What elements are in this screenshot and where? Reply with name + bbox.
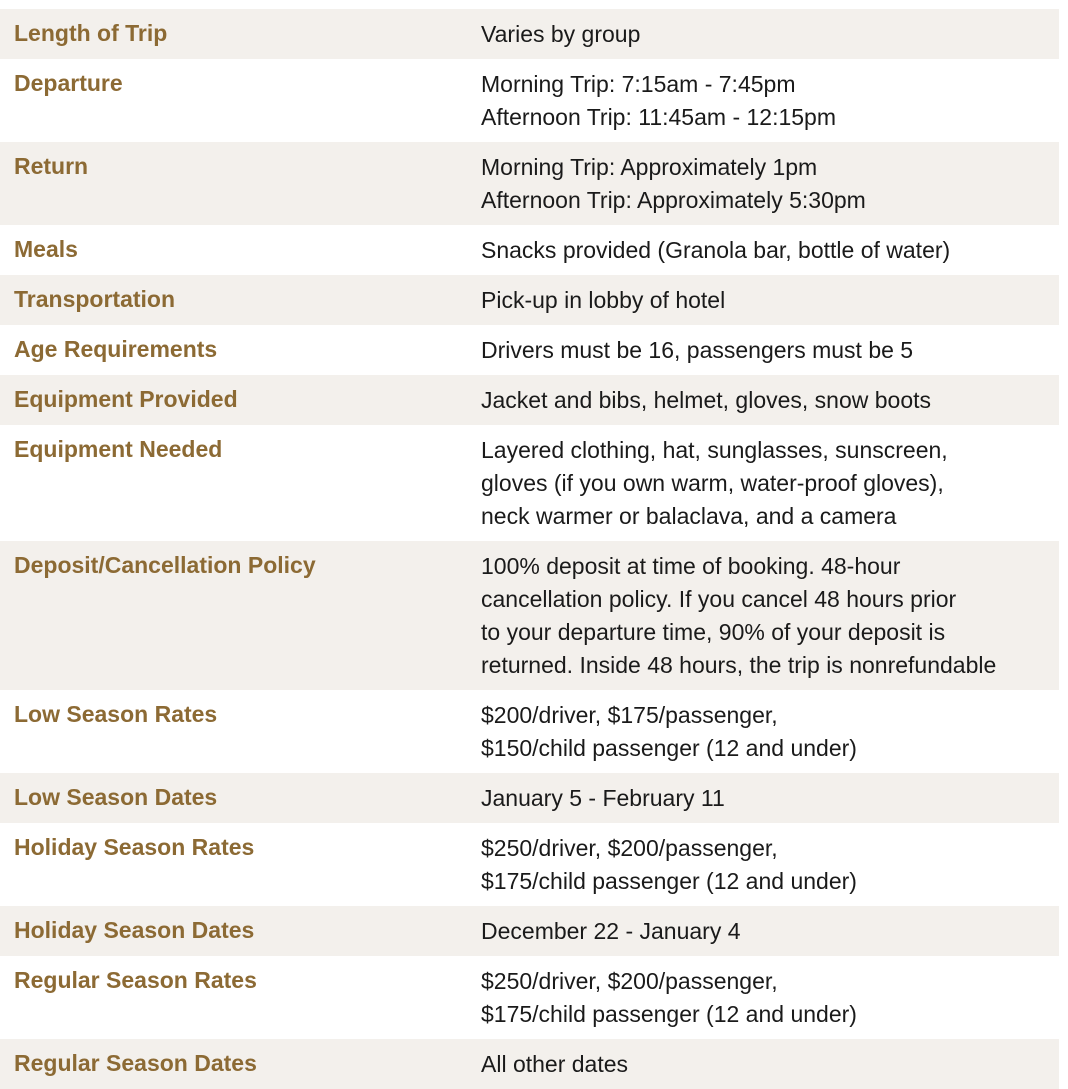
table-row — [0, 275, 1059, 325]
trip-info-table — [0, 9, 1059, 1089]
row-label: Regular Season Rates — [14, 967, 257, 993]
table-row — [0, 59, 1059, 142]
value-line: $175/child passenger (12 and under) — [481, 1001, 857, 1027]
table-row — [0, 9, 1059, 59]
row-value — [481, 384, 1059, 417]
row-value — [481, 234, 1059, 267]
table-row — [0, 956, 1059, 1039]
value-line: January 5 - February 11 — [481, 785, 725, 811]
value-line: Snacks provided (Granola bar, bottle of water) — [481, 237, 951, 263]
value-line: 100% deposit at time of booking. 48-hour — [481, 553, 901, 579]
table-row — [0, 541, 1059, 690]
row-label: Deposit/Cancellation Policy — [14, 552, 316, 578]
row-value — [481, 1048, 1059, 1081]
row-value — [481, 18, 1059, 51]
row-label: Transportation — [14, 286, 176, 312]
row-label: Equipment Provided — [14, 386, 238, 412]
value-line: Afternoon Trip: 11:45am - 12:15pm — [481, 104, 836, 130]
row-value — [481, 434, 1059, 533]
value-line: $175/child passenger (12 and under) — [481, 868, 857, 894]
row-value — [481, 832, 1059, 898]
row-label: Meals — [14, 236, 78, 262]
table-row — [0, 375, 1059, 425]
value-line: All other dates — [481, 1051, 629, 1077]
row-label: Length of Trip — [14, 20, 168, 46]
row-label: Return — [14, 153, 89, 179]
row-value — [481, 550, 1059, 682]
row-label: Regular Season Dates — [14, 1050, 257, 1076]
row-value — [481, 782, 1059, 815]
table-row — [0, 773, 1059, 823]
row-value — [481, 965, 1059, 1031]
value-line: Morning Trip: Approximately 1pm — [481, 154, 818, 180]
table-row — [0, 425, 1059, 541]
value-line: gloves (if you own warm, water-proof gloves), — [481, 470, 944, 496]
value-line: neck warmer or balaclava, and a camera — [481, 503, 897, 529]
row-label: Low Season Dates — [14, 784, 218, 810]
value-line: $150/child passenger (12 and under) — [481, 735, 857, 761]
row-value — [481, 334, 1059, 367]
value-line: returned. Inside 48 hours, the trip is nonrefundable — [481, 652, 997, 678]
table-row — [0, 142, 1059, 225]
value-line: Morning Trip: 7:15am - 7:45pm — [481, 71, 796, 97]
value-line: Pick-up in lobby of hotel — [481, 287, 726, 313]
row-label: Holiday Season Rates — [14, 834, 255, 860]
row-value — [481, 284, 1059, 317]
table-row — [0, 225, 1059, 275]
table-row — [0, 325, 1059, 375]
row-value — [481, 68, 1059, 134]
row-value — [481, 151, 1059, 217]
row-value — [481, 915, 1059, 948]
value-line: Drivers must be 16, passengers must be 5 — [481, 337, 914, 363]
table-row — [0, 1039, 1059, 1089]
table-row — [0, 823, 1059, 906]
row-label: Holiday Season Dates — [14, 917, 255, 943]
row-label: Departure — [14, 70, 123, 96]
value-line: Afternoon Trip: Approximately 5:30pm — [481, 187, 866, 213]
table-row — [0, 690, 1059, 773]
row-value — [481, 699, 1059, 765]
value-line: Varies by group — [481, 21, 641, 47]
value-line: $250/driver, $200/passenger, — [481, 968, 778, 994]
row-label: Equipment Needed — [14, 436, 223, 462]
value-line: to your departure time, 90% of your deposit is — [481, 619, 946, 645]
value-line: cancellation policy. If you cancel 48 hours prior — [481, 586, 957, 612]
row-label: Low Season Rates — [14, 701, 218, 727]
value-line: $200/driver, $175/passenger, — [481, 702, 778, 728]
table-row — [0, 906, 1059, 956]
value-line: Layered clothing, hat, sunglasses, sunscreen, — [481, 437, 948, 463]
row-label: Age Requirements — [14, 336, 218, 362]
value-line: $250/driver, $200/passenger, — [481, 835, 778, 861]
value-line: Jacket and bibs, helmet, gloves, snow boots — [481, 387, 932, 413]
value-line: December 22 - January 4 — [481, 918, 741, 944]
